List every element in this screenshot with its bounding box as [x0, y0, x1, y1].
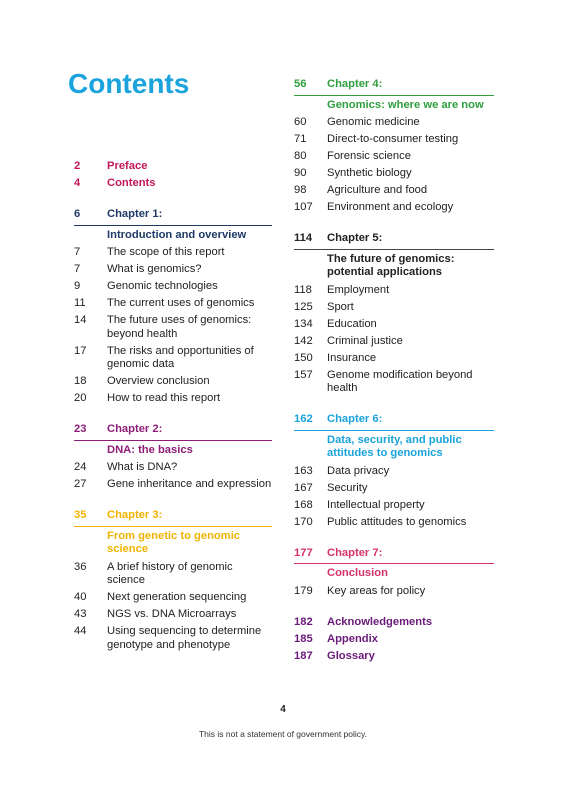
toc-entry-label: Synthetic biology: [327, 167, 412, 179]
chapter-label: Chapter 4:: [327, 78, 383, 90]
toc-entry-label: Contents: [107, 177, 156, 189]
chapter-6-heading[interactable]: [294, 413, 494, 431]
toc-page-num: 9: [74, 280, 81, 292]
chapter-label: Chapter 3:: [107, 509, 163, 521]
chapter-5-heading[interactable]: [294, 232, 494, 250]
chapter-label: Chapter 6:: [327, 413, 383, 425]
toc-page-num: 125: [294, 300, 313, 313]
chapter-1-heading[interactable]: [74, 208, 272, 226]
toc-entry-label: Gene inheritance and expression: [107, 478, 272, 490]
toc-entry-preface[interactable]: [74, 160, 272, 174]
toc-page-num: 179: [294, 584, 313, 597]
chapter-2-title: DNA: the basics: [107, 443, 193, 456]
chapter-3-heading[interactable]: [74, 509, 272, 527]
toc-page-num: 118: [294, 283, 312, 296]
toc-page-num: 170: [294, 515, 313, 528]
toc-page-num: 187: [294, 649, 313, 662]
chapter-7-title: Conclusion: [327, 567, 388, 579]
toc-page-num: 177: [294, 546, 313, 559]
toc-page-num: 167: [294, 481, 313, 494]
toc-entry-label: NGS vs. DNA Microarrays: [107, 608, 237, 620]
toc-page-num: 43: [74, 608, 87, 620]
toc-entry-label: Appendix: [327, 632, 378, 645]
toc-entry-label: The future uses of genomics: beyond health: [107, 314, 252, 340]
chapter-4-title: Genomics: where we are now: [327, 98, 484, 111]
page-title: Contents: [68, 68, 190, 99]
toc-entry-label: Preface: [107, 160, 148, 172]
toc-entry-label: The scope of this report: [107, 246, 225, 258]
toc-entry[interactable]: [74, 263, 272, 277]
toc-entry-label: Key areas for policy: [327, 584, 426, 597]
toc-entry[interactable]: [74, 461, 272, 475]
toc-entry-label: What is genomics?: [107, 263, 202, 275]
toc-page-num: 80: [294, 150, 307, 162]
toc-page-num: 56: [294, 78, 307, 90]
toc-entry-glossary[interactable]: [294, 650, 494, 664]
toc-page-num: 185: [294, 632, 313, 645]
toc-entry-appendix[interactable]: [294, 633, 494, 647]
toc-page-num: 40: [74, 591, 87, 603]
toc-entry[interactable]: [74, 314, 272, 341]
toc-entry[interactable]: [294, 465, 494, 479]
toc-right-column: [294, 78, 494, 667]
toc-page-num: 6: [74, 208, 81, 220]
toc-page-num: 14: [74, 314, 87, 326]
toc-entry-label: Direct-to-consumer testing: [327, 133, 459, 145]
chapter-6-title: Data, security, and public attitudes to genomics: [327, 433, 462, 459]
toc-page-num: 18: [74, 375, 87, 387]
toc-entry-label: The risks and opportunities of genomic data: [107, 344, 254, 370]
toc-entry-label: Using sequencing to determine genotype and phenotype: [107, 625, 262, 651]
toc-entry-label: Agriculture and food: [327, 184, 428, 196]
toc-page-num: 36: [74, 560, 87, 573]
toc-page-num: 162: [294, 413, 313, 425]
toc-entry[interactable]: [74, 297, 272, 311]
toc-entry-label: Genome modification beyond health: [327, 368, 473, 394]
toc-entry-label: Employment: [327, 283, 390, 296]
toc-entry[interactable]: [74, 561, 272, 588]
toc-entry[interactable]: [294, 585, 494, 599]
chapter-4-heading[interactable]: [294, 78, 494, 96]
toc-page-num: 35: [74, 509, 87, 521]
toc-page-num: 7: [74, 263, 81, 275]
toc-entry[interactable]: [294, 184, 494, 198]
toc-entry-label: Glossary: [327, 649, 375, 662]
toc-page-num: 90: [294, 167, 307, 179]
toc-page-num: 7: [74, 246, 81, 258]
toc-page-num: 60: [294, 116, 307, 128]
toc-page-num: 23: [74, 423, 87, 435]
toc-entry[interactable]: [74, 591, 272, 605]
toc-entry-label: Security: [327, 481, 368, 494]
toc-entry[interactable]: [294, 301, 494, 315]
toc-entry-label: Criminal justice: [327, 334, 403, 347]
toc-entry[interactable]: [294, 482, 494, 496]
chapter-2-heading[interactable]: [74, 423, 272, 441]
toc-entry-label: Acknowledgements: [327, 615, 433, 628]
toc-entry-acknowledgements[interactable]: [294, 616, 494, 630]
toc-entry-label: Insurance: [327, 351, 377, 364]
toc-page-num: 2: [74, 160, 81, 172]
toc-page-num: 71: [294, 133, 307, 145]
toc-entry-label: The current uses of genomics: [107, 297, 255, 309]
toc-entry-label: How to read this report: [107, 392, 221, 404]
toc-entry[interactable]: [294, 516, 494, 530]
toc-entry-contents[interactable]: [74, 177, 272, 191]
toc-entry[interactable]: [74, 375, 272, 389]
chapter-7-heading[interactable]: [294, 547, 494, 565]
toc-entry-label: Genomic technologies: [107, 280, 218, 292]
toc-page-num: 182: [294, 615, 313, 628]
toc-page-num: 20: [74, 392, 87, 404]
toc-left-column: [74, 160, 272, 656]
toc-entry[interactable]: [294, 318, 494, 332]
toc-entry[interactable]: [74, 478, 272, 492]
toc-page-num: 11: [74, 297, 86, 309]
toc-entry-label: Education: [327, 317, 377, 330]
page-number: 4: [280, 704, 286, 715]
chapter-label: Chapter 5:: [327, 232, 383, 244]
toc-entry-label: Data privacy: [327, 464, 390, 477]
toc-entry-label: Overview conclusion: [107, 375, 210, 387]
toc-entry[interactable]: [74, 280, 272, 294]
toc-entry-label: A brief history of genomic science: [107, 560, 233, 586]
toc-entry-label: Environment and ecology: [327, 201, 454, 213]
toc-page-num: 150: [294, 351, 313, 364]
toc-entry[interactable]: [74, 608, 272, 622]
chapter-label: Chapter 1:: [107, 208, 163, 220]
toc-entry-label: Forensic science: [327, 150, 411, 162]
toc-page-num: 27: [74, 478, 87, 490]
toc-page-num: 142: [294, 334, 313, 347]
toc-page-num: 168: [294, 498, 313, 511]
toc-entry-label: Intellectual property: [327, 498, 425, 511]
toc-entry[interactable]: [74, 246, 272, 260]
chapter-label: Chapter 2:: [107, 423, 163, 435]
chapter-3-title: From genetic to genomic science: [107, 529, 241, 555]
toc-entry[interactable]: [74, 392, 272, 406]
toc-page-num: 24: [74, 461, 87, 473]
toc-entry-label: What is DNA?: [107, 461, 178, 473]
toc-page-num: 157: [294, 368, 313, 381]
toc-entry-label: Public attitudes to genomics: [327, 515, 467, 528]
footer-disclaimer: This is not a statement of government policy.: [198, 729, 368, 739]
toc-page-num: 107: [294, 201, 313, 213]
chapter-5-title: The future of genomics: potential applications: [327, 252, 455, 278]
toc-page-num: 134: [294, 317, 313, 330]
toc-entry[interactable]: [294, 335, 494, 349]
toc-entry[interactable]: [294, 369, 494, 396]
toc-entry-label: Sport: [327, 300, 354, 313]
toc-entry-label: Genomic medicine: [327, 116, 420, 128]
chapter-label: Chapter 7:: [327, 546, 383, 559]
toc-entry[interactable]: [74, 625, 272, 652]
toc-entry-label: Next generation sequencing: [107, 591, 247, 603]
toc-page-num: 44: [74, 625, 87, 637]
toc-entry[interactable]: [294, 352, 494, 366]
toc-page-num: 163: [294, 464, 313, 477]
toc-page-num: 98: [294, 184, 307, 196]
toc-page-num: 4: [74, 177, 81, 189]
toc-page-num: 114: [294, 232, 313, 244]
toc-entry[interactable]: [294, 150, 494, 164]
toc-entry[interactable]: [294, 284, 494, 298]
toc-entry[interactable]: [294, 201, 494, 215]
toc-entry[interactable]: [294, 499, 494, 513]
toc-entry[interactable]: [74, 345, 272, 372]
chapter-1-title: Introduction and overview: [107, 228, 247, 241]
toc-entry[interactable]: [294, 133, 494, 147]
toc-entry[interactable]: [294, 116, 494, 130]
toc-page-num: 17: [74, 344, 87, 357]
toc-entry[interactable]: [294, 167, 494, 181]
